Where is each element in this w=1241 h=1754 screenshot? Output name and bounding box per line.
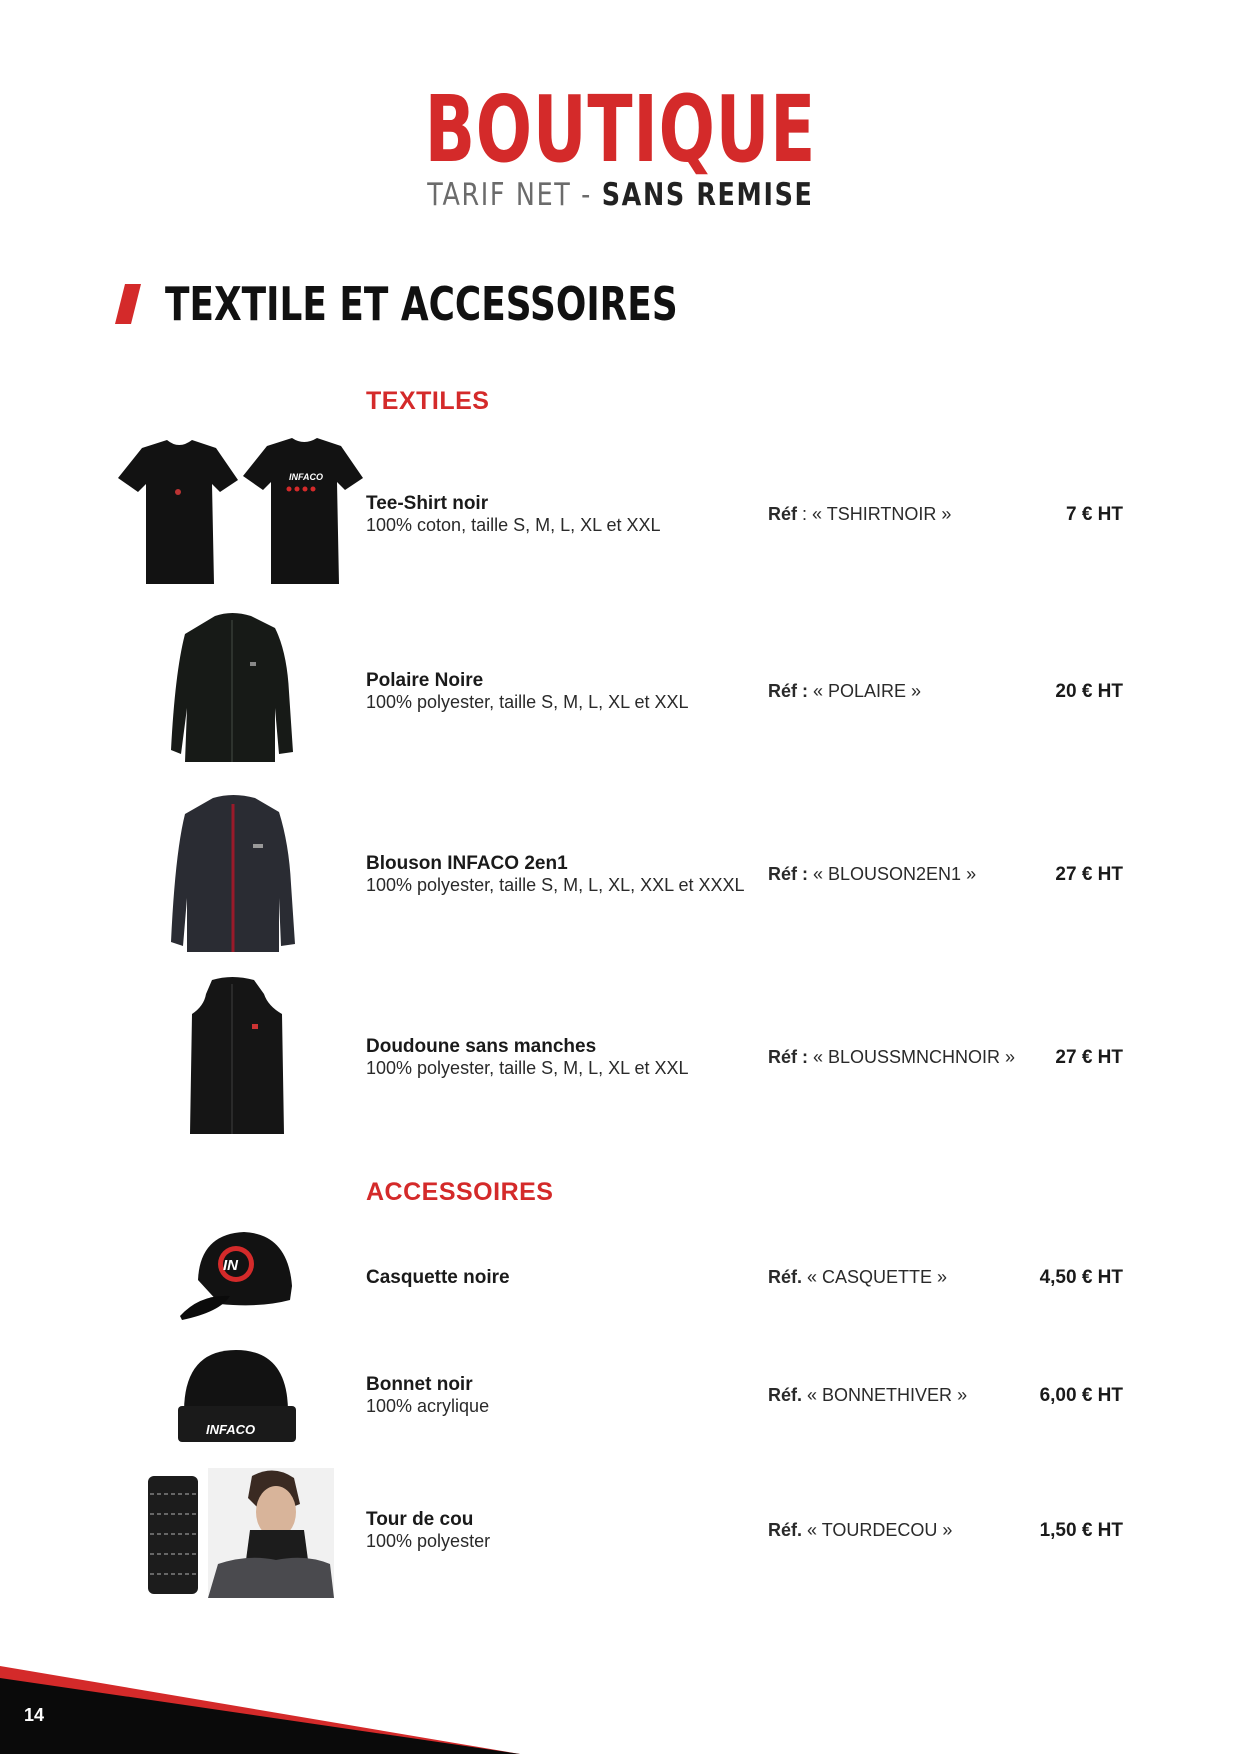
person-wearing-gaiter-icon bbox=[208, 1468, 334, 1598]
section-accent-bar bbox=[115, 284, 141, 324]
section-title: TEXTILE ET ACCESSOIRES bbox=[165, 277, 678, 331]
product-price: 7 € HT bbox=[1065, 504, 1123, 525]
neck-gaiter-image bbox=[146, 1468, 336, 1598]
product-desc: 100% coton, taille S, M, L, XL et XXL bbox=[366, 515, 661, 535]
tshirt-back-icon bbox=[243, 438, 363, 584]
page-subtitle bbox=[112, 178, 1130, 212]
product-ref: Réf : « POLAIRE » bbox=[768, 681, 922, 701]
product-name: Tee-Shirt noir bbox=[366, 493, 489, 514]
product-name: Doudoune sans manches bbox=[366, 1036, 597, 1057]
product-name: Blouson INFACO 2en1 bbox=[366, 853, 568, 874]
product-desc: 100% acrylique bbox=[366, 1396, 490, 1416]
product-desc: 100% polyester, taille S, M, L, XL et XXL bbox=[366, 692, 689, 712]
page-number: 14 bbox=[24, 1705, 45, 1725]
jacket-2en1-icon bbox=[175, 794, 300, 954]
product-price: 1,50 € HT bbox=[1039, 1520, 1123, 1541]
product-ref: Réf. « TOURDECOU » bbox=[768, 1520, 953, 1540]
product-price: 4,50 € HT bbox=[1039, 1267, 1123, 1288]
footer-band bbox=[0, 1660, 1241, 1754]
svg-text:IN: IN bbox=[223, 1257, 238, 1274]
svg-text:INFACO: INFACO bbox=[206, 1422, 256, 1437]
beanie-icon bbox=[176, 1348, 298, 1444]
product-price: 20 € HT bbox=[1055, 681, 1123, 702]
svg-text:INFACO: INFACO bbox=[289, 472, 324, 482]
subtitle-bold: SANS REMISE bbox=[601, 177, 814, 213]
product-name: Bonnet noir bbox=[366, 1374, 473, 1395]
product-name: Tour de cou bbox=[366, 1509, 474, 1530]
product-name: Polaire Noire bbox=[366, 670, 484, 691]
product-desc: 100% polyester, taille S, M, L, XL, XXL et XXXL bbox=[366, 875, 745, 895]
product-name: Casquette noire bbox=[366, 1267, 510, 1288]
product-ref: Réf : « TSHIRTNOIR » bbox=[768, 504, 952, 524]
vest-icon bbox=[188, 976, 288, 1136]
fleece-jacket-icon bbox=[175, 612, 295, 764]
product-price: 27 € HT bbox=[1055, 864, 1123, 885]
page-title: BOUTIQUE bbox=[424, 76, 817, 183]
cap-icon bbox=[180, 1228, 295, 1324]
product-ref: Réf. « BONNETHIVER » bbox=[768, 1385, 968, 1405]
product-price: 6,00 € HT bbox=[1039, 1385, 1123, 1406]
category-accessoires: ACCESSOIRES bbox=[366, 1178, 554, 1206]
neck-gaiter-icon bbox=[148, 1476, 198, 1594]
category-textiles: TEXTILES bbox=[366, 387, 490, 415]
subtitle-light: TARIF NET - bbox=[427, 177, 602, 213]
tshirt-front-icon bbox=[118, 440, 238, 584]
product-ref: Réf : « BLOUSSMNCHNOIR » bbox=[768, 1047, 1016, 1067]
product-price: 27 € HT bbox=[1055, 1047, 1123, 1068]
product-desc: 100% polyester, taille S, M, L, XL et XXL bbox=[366, 1058, 689, 1078]
tshirt-image bbox=[112, 440, 362, 590]
product-desc: 100% polyester bbox=[366, 1531, 491, 1551]
product-ref: Réf. « CASQUETTE » bbox=[768, 1267, 948, 1287]
product-ref: Réf : « BLOUSON2EN1 » bbox=[768, 864, 977, 884]
